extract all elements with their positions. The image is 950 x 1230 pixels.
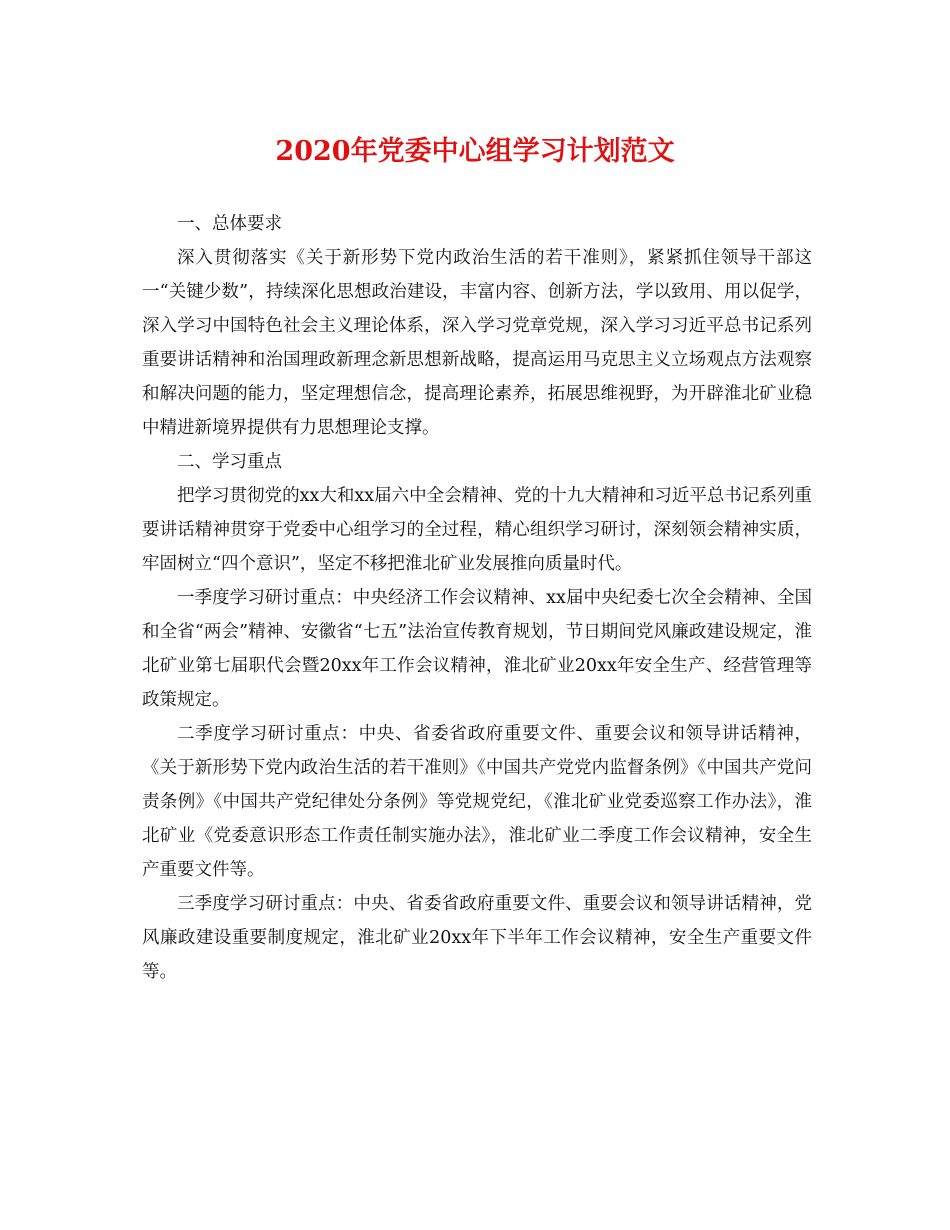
document-title: 2020年党委中心组学习计划范文 bbox=[275, 136, 675, 167]
document-body bbox=[142, 207, 812, 989]
section-heading-overall-requirements: 一、总体要求 bbox=[177, 214, 282, 234]
paragraph-q2-focus: 二季度学习研讨重点：中央、省委省政府重要文件、重要会议和领导讲话精神，《关于新形势下党内政治生活的若干准则》《中国共产党党内监督条例》《中国共产党问责条例》《中国共产党纪律处分条例》等党规党纪，《淮北矿业党委巡察工作办法》，淮北矿业《党委意识形态工作责任制实施办法》，淮北矿业二季度工作会议精神，安全生产重要文件等。 bbox=[142, 724, 812, 880]
section-heading-study-focus: 二、学习重点 bbox=[177, 452, 282, 472]
paragraph-overall-requirements: 深入贯彻落实《关于新形势下党内政治生活的若干准则》，紧紧抓住领导干部这一“关键少数”，持续深化思想政治建设，丰富内容、创新方法，学以致用、用以促学，深入学习中国特色社会主义理论体系，深入学习党章党规，深入学习习近平总书记系列重要讲话精神和治国理政新理念新思想新战略，提高运用马克思主义立场观点方法观察和解决问题的能力，坚定理想信念，提高理论素养，拓展思维视野，为开辟淮北矿业稳中精进新境界提供有力思想理论支撑。 bbox=[142, 248, 812, 438]
paragraph-q1-focus: 一季度学习研讨重点：中央经济工作会议精神、xx届中央纪委七次全会精神、全国和全省“两会”精神、安徽省“七五”法治宣传教育规划，节日期间党风廉政建设规定，淮北矿业第七届职代会暨20xx年工作会议精神，淮北矿业20xx年安全生产、经营管理等政策规定。 bbox=[142, 588, 812, 710]
paragraph-q3-focus: 三季度学习研讨重点：中央、省委省政府重要文件、重要会议和领导讲话精神，党风廉政建设重要制度规定，淮北矿业20xx年下半年工作会议精神，安全生产重要文件等。 bbox=[142, 894, 812, 982]
paragraph-study-focus: 把学习贯彻党的xx大和xx届六中全会精神、党的十九大精神和习近平总书记系列重要讲话精神贯穿于党委中心组学习的全过程，精心组织学习研讨，深刻领会精神实质，牢固树立“四个意识”，坚定不移把淮北矿业发展推向质量时代。 bbox=[142, 486, 812, 574]
